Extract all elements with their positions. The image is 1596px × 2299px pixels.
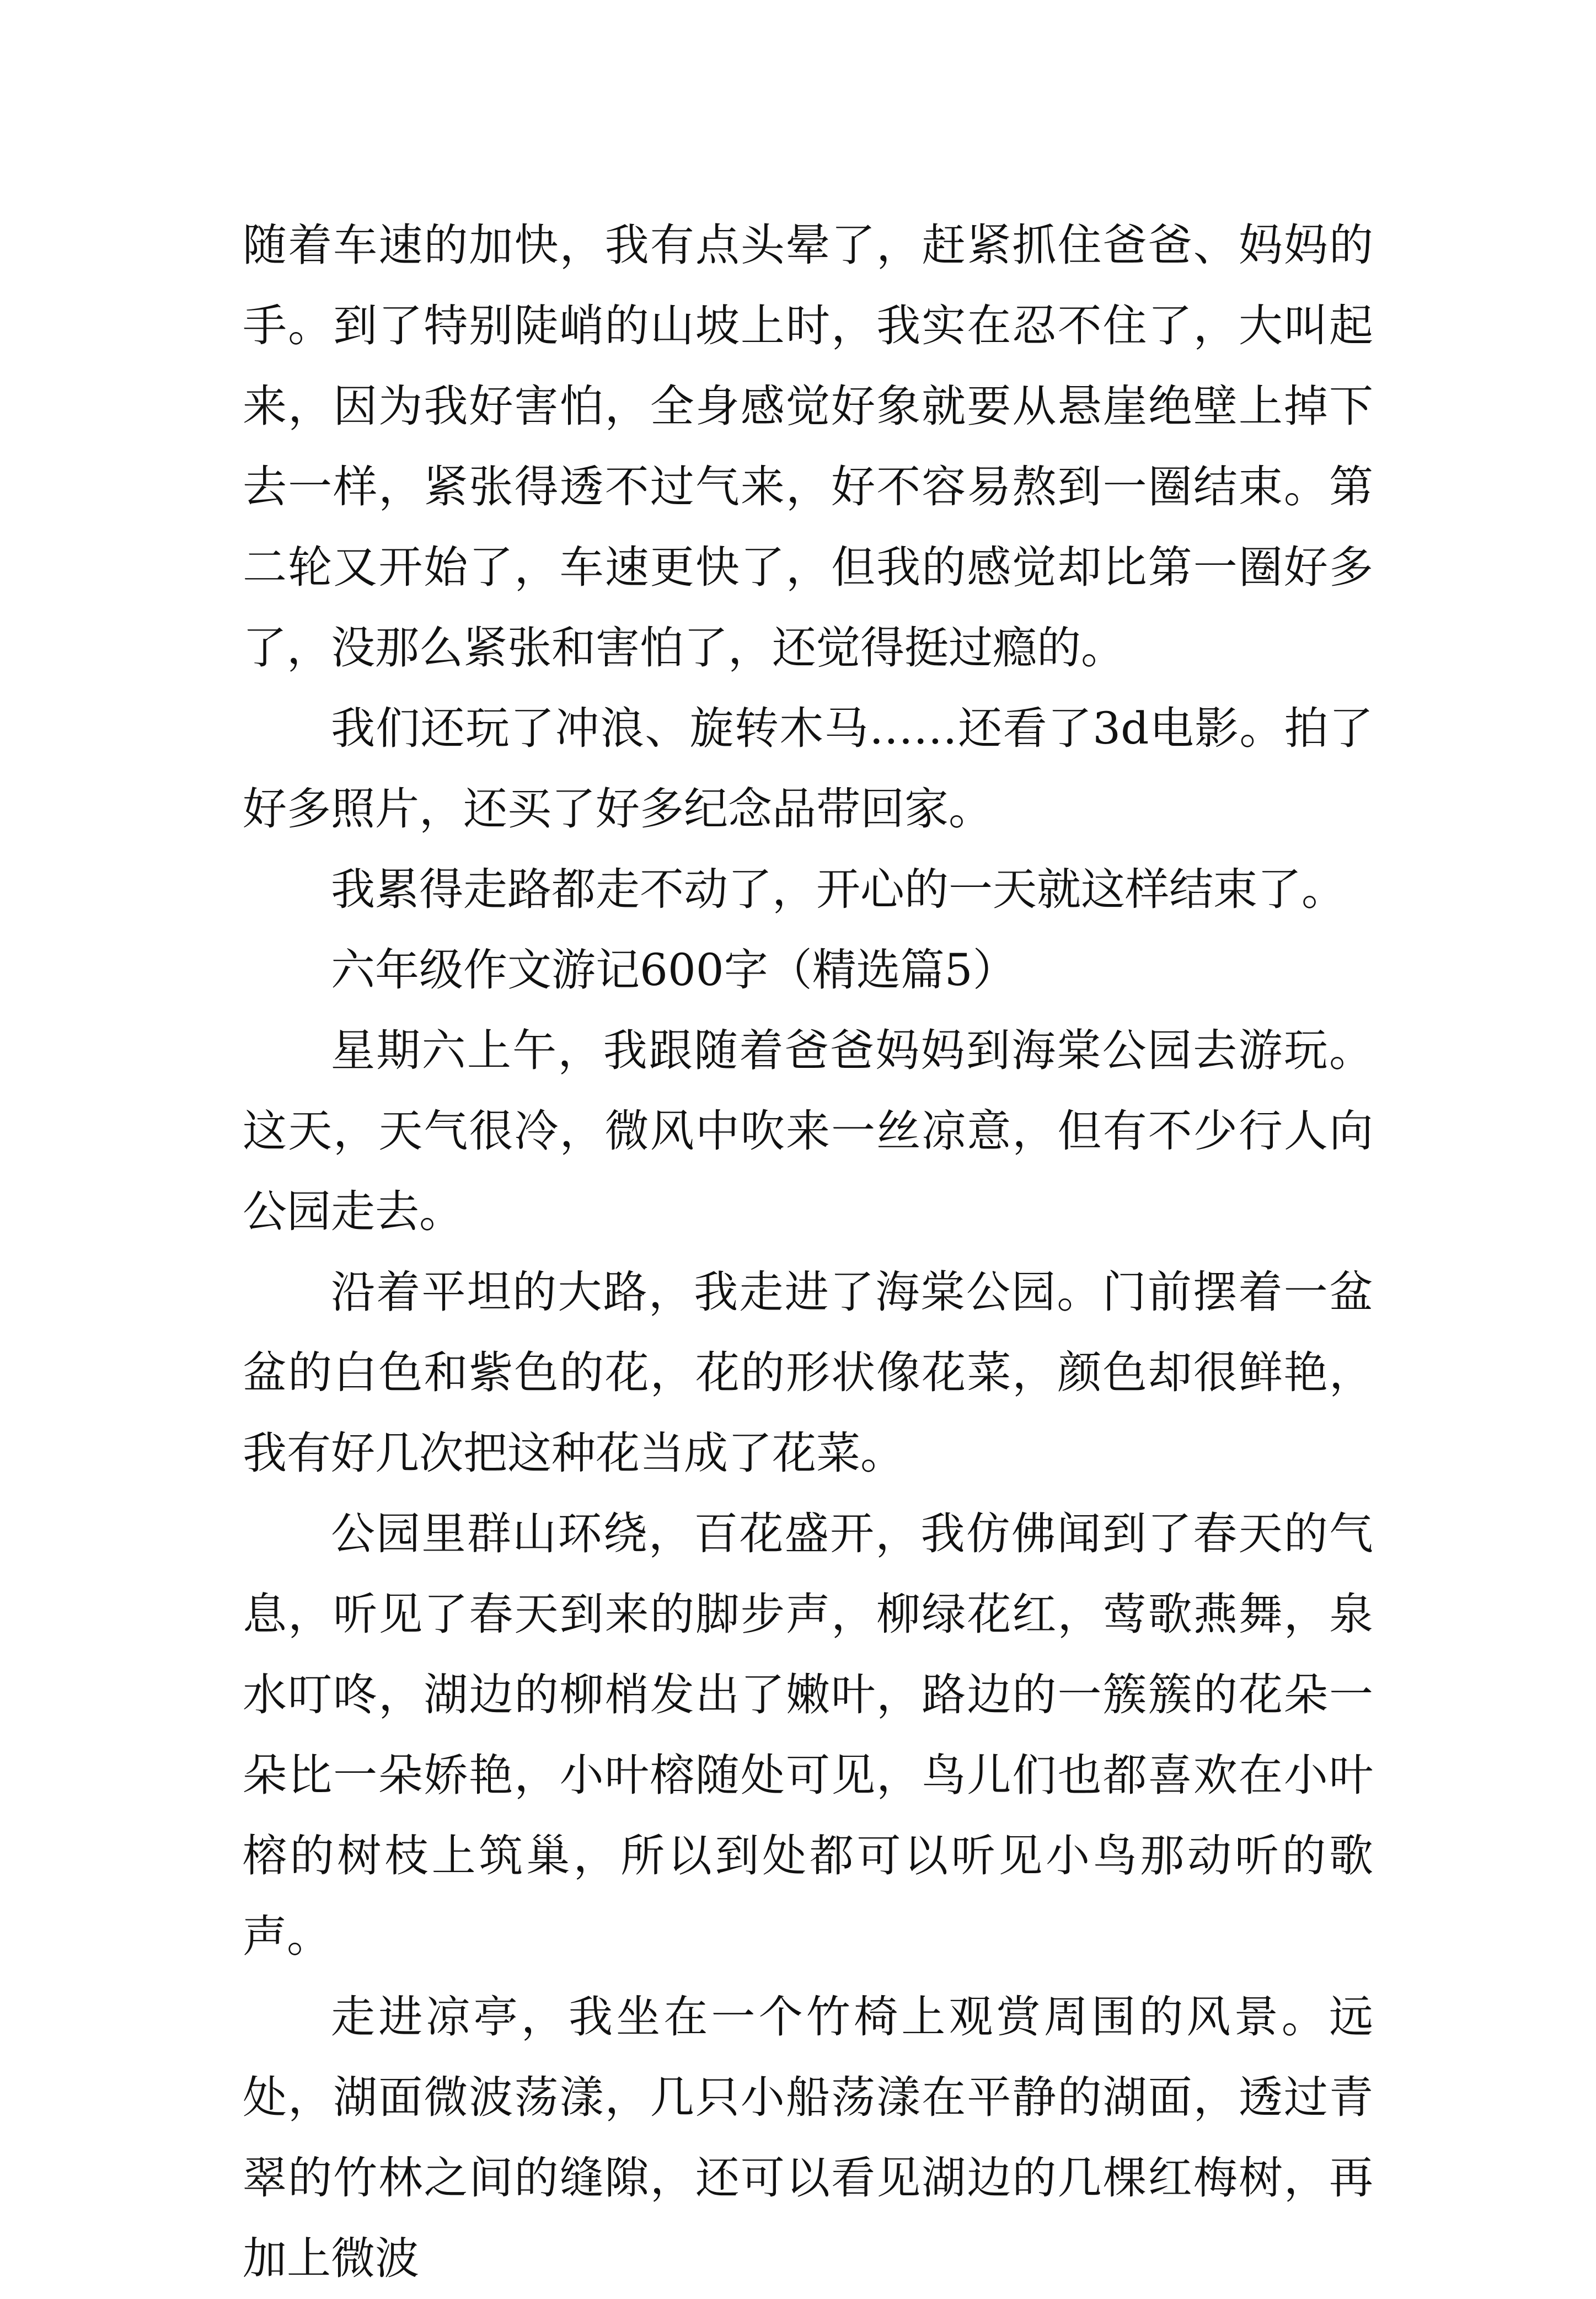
paragraph-7: 公园里群山环绕，百花盛开，我仿佛闻到了春天的气息，听见了春天到来的脚步声，柳绿花红，莺歌燕舞，泉水叮咚，湖边的柳梢发出了嫩叶，路边的一簇簇的花朵一朵比一朵娇艳，小叶榕随处可见，鸟儿们也都喜欢在小叶榕的树枝上筑巢，所以到处都可以听见小鸟那动听的歌声。 [243, 1508, 1373, 1962]
paragraph-8: 走进凉亭，我坐在一个竹椅上观赏周围的风景。远处，湖面微波荡漾，几只小船荡漾在平静的湖面，透过青翠的竹林之间的缝隙，还可以看见湖边的几棵红梅树，再加上微波 [243, 1991, 1373, 2284]
paragraph-5: 星期六上午，我跟随着爸爸妈妈到海棠公园去游玩。这天，天气很冷，微风中吹来一丝凉意，但有不少行人向公园走去。 [243, 1025, 1373, 1237]
paragraph-2: 我们还玩了冲浪、旋转木马……还看了3d电影。拍了好多照片，还买了好多纪念品带回家。 [243, 703, 1373, 835]
section-heading: 六年级作文游记600字（精选篇5） [331, 944, 1017, 996]
document-body [243, 205, 1373, 2299]
paragraph-1: 随着车速的加快，我有点头晕了，赶紧抓住爸爸、妈妈的手。到了特别陡峭的山坡上时，我实在忍不住了，大叫起来，因为我好害怕，全身感觉好象就要从悬崖绝壁上掉下去一样，紧张得透不过气来，好不容易熬到一圈结束。第二轮又开始了，车速更快了，但我的感觉却比第一圈好多了，没那么紧张和害怕了，还觉得挺过瘾的。 [243, 220, 1373, 673]
paragraph-6: 沿着平坦的大路，我走进了海棠公园。门前摆着一盆盆的白色和紫色的花，花的形状像花菜，颜色却很鲜艳，我有好几次把这种花当成了花菜。 [243, 1266, 1373, 1479]
paragraph-3: 我累得走路都走不动了，开心的一天就这样结束了。 [331, 864, 1346, 915]
